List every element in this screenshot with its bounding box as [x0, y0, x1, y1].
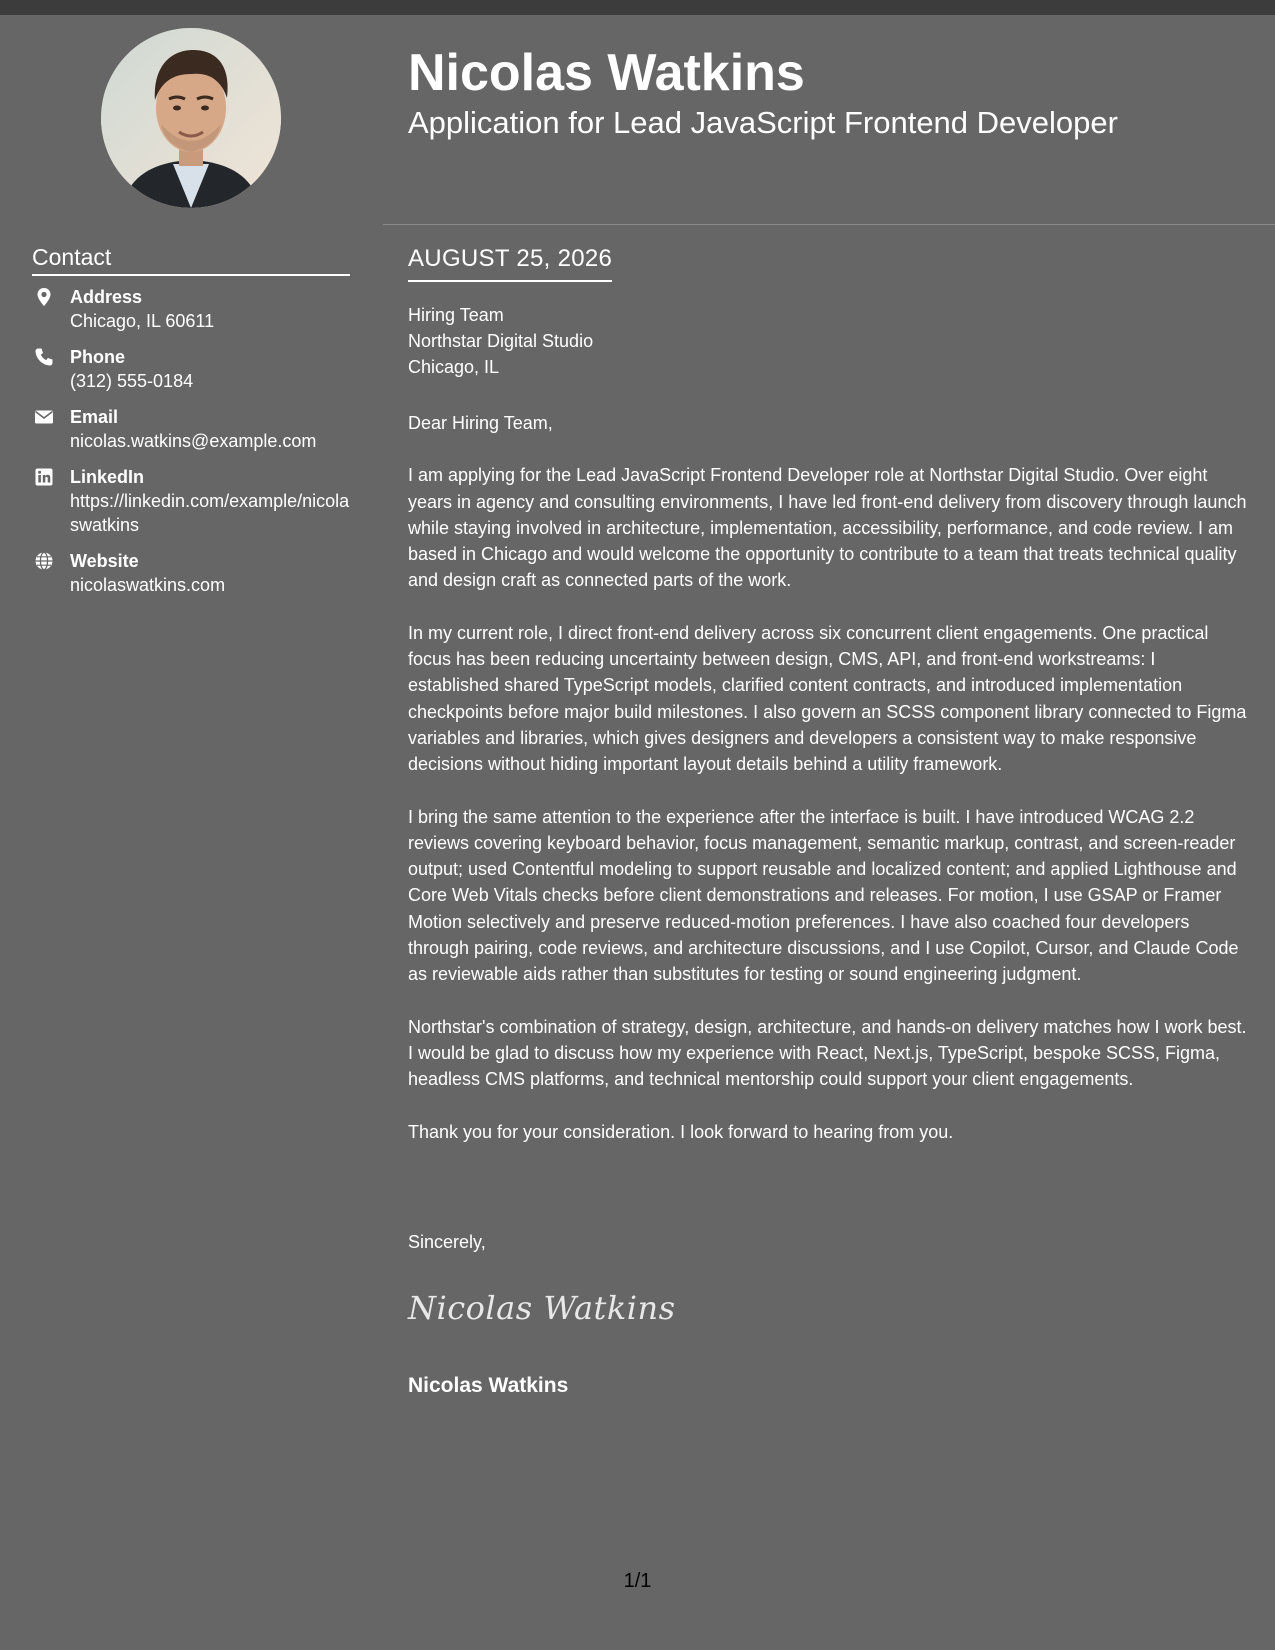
- contact-label: Address: [70, 287, 143, 307]
- recipient-line: Hiring Team: [408, 305, 504, 325]
- closing: Sincerely,: [408, 1232, 486, 1252]
- salutation: Dear Hiring Team,: [408, 413, 553, 433]
- top-strip: [0, 0, 1275, 15]
- map-pin-icon: [34, 287, 54, 307]
- letter-paragraph: Northstar's combination of strategy, design, architecture, and hands-on delivery matches how I work best. I would be glad to discuss how my experience with React, Next.js, TypeScript, bespoke SCSS, Figma, headless CMS platforms, and technical mentorship could support your client engagements.: [408, 1016, 1247, 1090]
- phone-value: (312) 555-0184: [70, 371, 194, 391]
- sidebar: [0, 15, 383, 1650]
- signer-name: Nicolas Watkins: [408, 1374, 569, 1397]
- linkedin-value[interactable]: https://linkedin.com/example/nicolaswatkins: [70, 491, 350, 535]
- email-value[interactable]: nicolas.watkins@example.com: [70, 431, 317, 451]
- recipient-line: Chicago, IL: [408, 357, 500, 377]
- contact-linkedin: [32, 465, 352, 537]
- website-value[interactable]: nicolaswatkins.com: [70, 575, 226, 595]
- contact-email: [32, 405, 352, 453]
- contact-label: Website: [70, 551, 139, 571]
- contact-address: [32, 285, 352, 333]
- application-subtitle: Application for Lead JavaScript Frontend Developer: [408, 105, 1118, 140]
- letter-paragraph: Thank you for your consideration. I look forward to hearing from you.: [408, 1121, 954, 1142]
- recipient-line: Northstar Digital Studio: [408, 331, 594, 351]
- phone-icon: [34, 347, 54, 367]
- contact-label: Email: [70, 407, 119, 427]
- letter-body: [408, 410, 1250, 1171]
- signature: Nicolas Watkins: [408, 1289, 676, 1327]
- contact-website: [32, 549, 352, 597]
- contact-phone: [32, 345, 352, 393]
- recipient-block: [408, 302, 593, 380]
- contact-list: [32, 285, 352, 609]
- envelope-icon: [34, 407, 54, 427]
- contact-heading: Contact: [32, 242, 350, 276]
- globe-icon: [34, 551, 54, 571]
- page-number: 1/1: [623, 1570, 652, 1592]
- letter-paragraph: I am applying for the Lead JavaScript Frontend Developer role at Northstar Digital Studio. Over eight years in agency and consulting environments, I have led front-end delivery from discovery through launch while staying involved in architecture, implementation, accessibility, performance, and code review. I am based in Chicago and would welcome the opportunity to contribute to a team that treats technical quality and design craft as connected parts of the work.: [408, 465, 1247, 591]
- contact-label: LinkedIn: [70, 467, 145, 487]
- header-divider: [383, 224, 1275, 225]
- linkedin-icon: [34, 467, 54, 487]
- contact-label: Phone: [70, 347, 126, 367]
- address-value: Chicago, IL 60611: [70, 311, 215, 331]
- applicant-name: Nicolas Watkins: [408, 44, 805, 102]
- letter-paragraph: In my current role, I direct front-end delivery across six concurrent client engagements. One practical focus has been reducing uncertainty between design, CMS, API, and front-end workstreams: I established shared TypeScript models, clarified content contracts, and introduced implementation checkpoints before major build milestones. I also govern an SCSS component library connected to Figma variables and libraries, which gives designers and developers a consistent way to make responsive decisions without hiding important layout details behind a utility framework.: [408, 622, 1247, 775]
- avatar: [101, 28, 281, 208]
- letter-paragraph: I bring the same attention to the experience after the interface is built. I have introduced WCAG 2.2 reviews covering keyboard behavior, focus management, semantic markup, contrast, and screen-reader output; used Contentful modeling to support reusable and localized content; and applied Lighthouse and Core Web Vitals checks before client demonstrations and releases. For motion, I use GSAP or Framer Motion selectively and preserve reduced-motion preferences. I have also coached four developers through pairing, code reviews, and architecture discussions, and I use Copilot, Cursor, and Claude Code as reviewable aids rather than substitutes for testing or sound engineering judgment.: [408, 806, 1239, 985]
- letter-date: AUGUST 25, 2026: [408, 244, 612, 282]
